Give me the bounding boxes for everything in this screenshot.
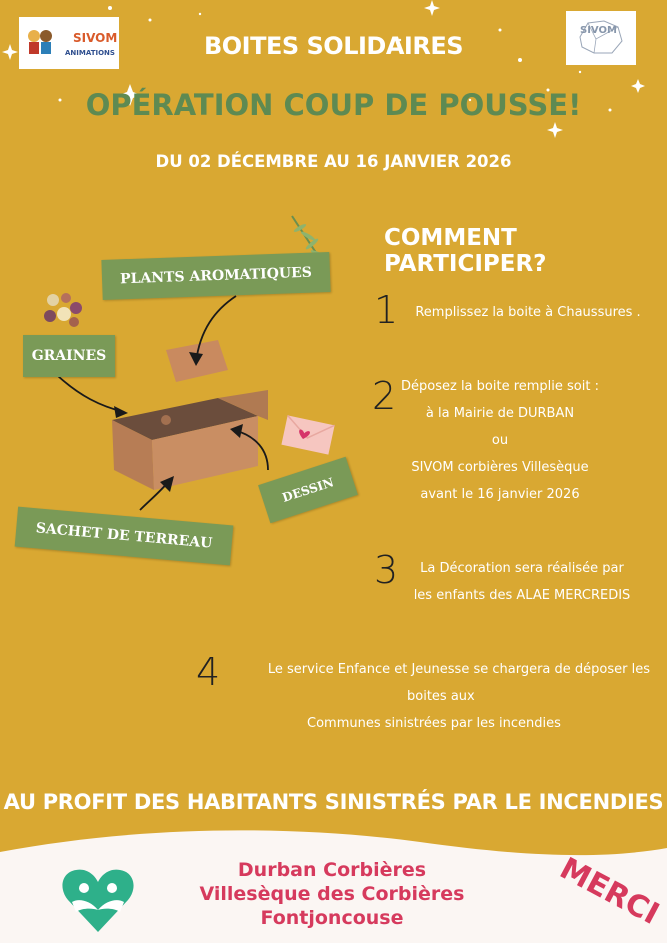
right-logo-text: SIVOM bbox=[580, 25, 617, 36]
step-1-number: 1 bbox=[374, 288, 399, 332]
beneficiaries-title: AU PROFIT DES HABITANTS SINISTRÉS PAR LE INCENDIES bbox=[3, 790, 664, 814]
step-2-text bbox=[400, 373, 600, 508]
step-1-text bbox=[400, 299, 656, 326]
step-line: SIVOM corbières Villesèque bbox=[411, 460, 589, 475]
step-line: boites aux bbox=[407, 689, 475, 704]
tag-soil-label: SACHET DE TERREAU bbox=[35, 520, 213, 552]
donation-illustration bbox=[0, 200, 380, 580]
step-line: à la Mairie de DURBAN bbox=[425, 406, 575, 421]
step-4-number: 4 bbox=[196, 650, 221, 694]
step-2-number: 2 bbox=[372, 374, 397, 418]
tag-seeds-label: GRAINES bbox=[31, 348, 107, 364]
step-3-text bbox=[402, 555, 642, 609]
operation-title: OPÉRATION COUP DE POUSSE! bbox=[85, 88, 582, 122]
hands-heart-icon bbox=[58, 862, 138, 936]
town-2: Villesèque des Corbières bbox=[199, 883, 465, 905]
page-title: BOITES SOLIDAIRES bbox=[203, 32, 464, 60]
step-line: les enfants des ALAE MERCREDIS bbox=[413, 588, 631, 603]
step-line: Remplissez la boite à Chaussures . bbox=[415, 305, 641, 320]
step-line: Déposez la boite remplie soit : bbox=[401, 379, 599, 394]
town-1: Durban Corbières bbox=[237, 859, 427, 881]
left-logo-sub: ANIMATIONS bbox=[65, 49, 115, 57]
step-line: Le service Enfance et Jeunesse se chargera de déposer les bbox=[267, 662, 650, 677]
step-line: Communes sinistrées par les incendies bbox=[307, 716, 561, 731]
step-3-number: 3 bbox=[374, 548, 399, 592]
date-range: DU 02 DÉCEMBRE AU 16 JANVIER 2026 bbox=[155, 152, 512, 171]
step-line: avant le 16 janvier 2026 bbox=[420, 487, 580, 502]
town-3: Fontjoncouse bbox=[260, 907, 404, 929]
left-logo-text: SIVOM bbox=[73, 31, 118, 45]
step-4-text bbox=[230, 656, 650, 737]
step-line: ou bbox=[491, 433, 509, 448]
how-title: COMMENT PARTICIPER? bbox=[384, 225, 547, 277]
tag-drawing-label: DESSIN bbox=[280, 475, 336, 505]
merci-text: MERCI bbox=[554, 851, 665, 932]
tag-plants bbox=[101, 252, 330, 300]
tag-plants-label: PLANTS AROMATIQUES bbox=[119, 264, 313, 288]
tag-seeds bbox=[23, 335, 115, 377]
step-line: La Décoration sera réalisée par bbox=[420, 561, 624, 576]
